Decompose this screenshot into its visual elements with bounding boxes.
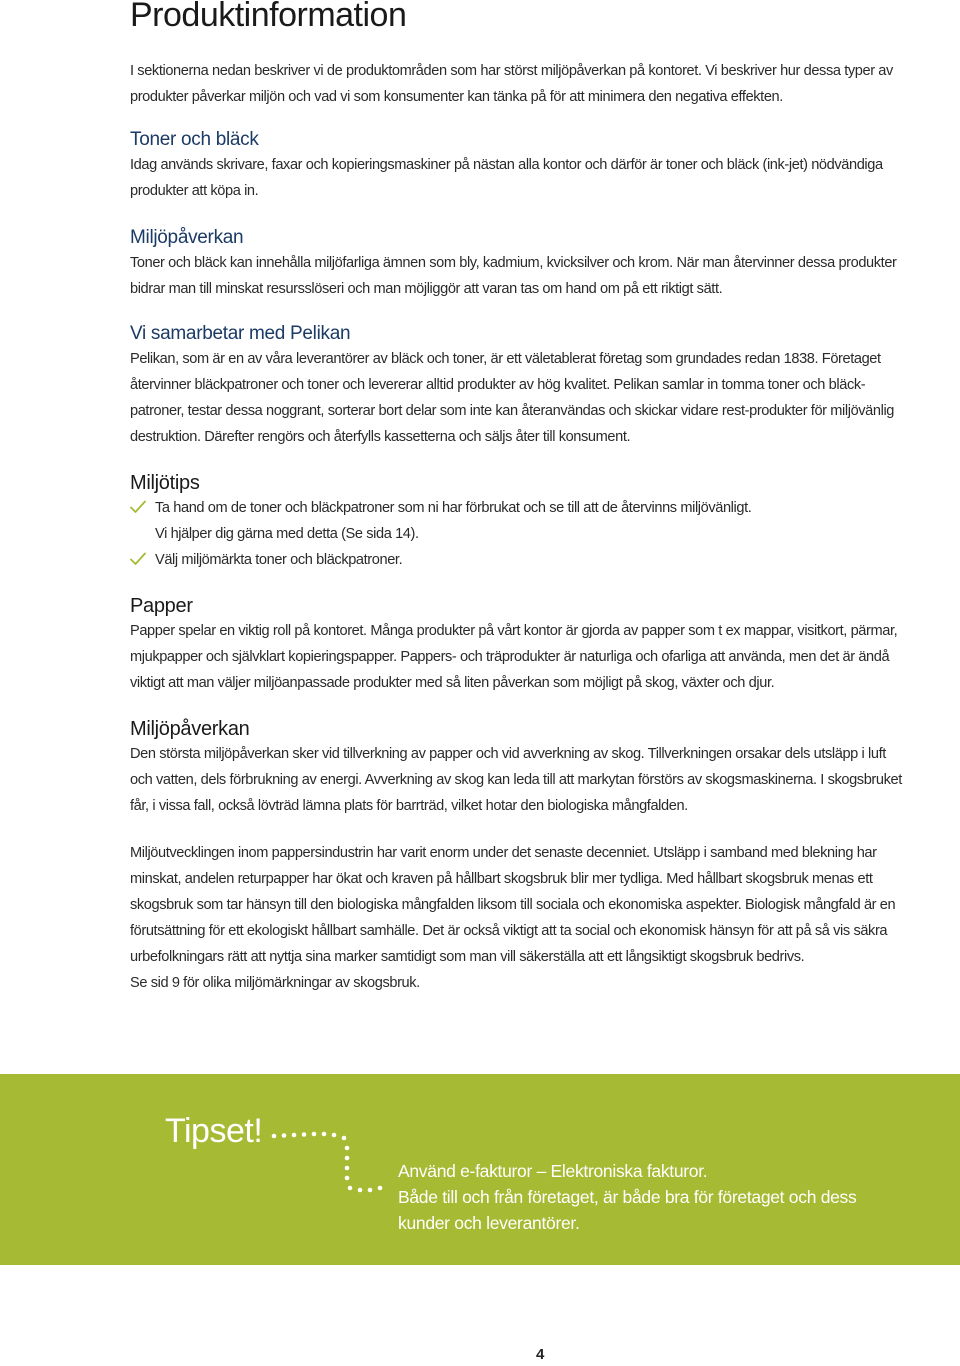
tip-item [130, 495, 950, 521]
intro-line: I sektionerna nedan beskriver vi de produktområden som har störst miljöpåverkan på kontoret. Vi beskriver hur dessa typer av [130, 63, 893, 79]
tip-item [130, 547, 950, 573]
paper-development-line: förutsättning för ett ekologiskt hållbart samhälle. Det är också viktigt att ta social och ekonomisk hänsyn för att på så vis säkra [130, 923, 888, 939]
paper-impact-heading: Miljöpåverkan [130, 718, 250, 740]
tip-text-continued: Vi hjälper dig gärna med detta (Se sida 14). [155, 526, 419, 542]
paper-impact-line: Den största miljöpåverkan sker vid tillverkning av papper och vid avverkning av skog. Tillverkningen orsakar dels utsläpp i luft [130, 746, 886, 762]
tip-text: Välj miljömärkta toner och bläckpatroner. [155, 552, 403, 568]
toner-heading: Toner och bläck [130, 129, 259, 150]
intro-section [130, 58, 950, 110]
page-number: 4 [536, 1346, 545, 1363]
toner-impact-line: bidrar man till minskat resursslöseri och man möjliggör att varan tas om hand om på ett riktigt sätt. [130, 281, 723, 297]
tips-heading: Miljötips [130, 472, 200, 494]
paper-line: viktigt att man väljer miljöanpassade produkter med så liten påverkan som möjligt på skog, växter och djur. [130, 675, 775, 691]
intro-line: produkter påverkar miljön och vad vi som konsumenter kan tänka på för att minimera den negativa effekten. [130, 89, 783, 105]
tipset-text [398, 1158, 938, 1236]
tipset-line: Använd e-fakturor – Elektroniska fakturor. [398, 1161, 708, 1181]
pelikan-line: patroner, testar dessa noggrant, sorterar bort delar som inte kan återanvändas och skickar vidare rest-produkter för miljövänlig [130, 403, 895, 419]
paper-development-line: minskat, andelen returpapper har ökat och kraven på hållbart skogsbruk blir mer tydliga. Med hållbart skogsbruk menas ett [130, 871, 873, 887]
toner-section [130, 128, 950, 204]
paper-development-line: Se sid 9 för olika miljömärkningar av skogsbruk. [130, 975, 420, 991]
toner-impact-section [130, 226, 950, 302]
checkmark-icon [130, 500, 146, 514]
toner-line: produkter att köpa in. [130, 183, 259, 199]
pelikan-line: återvinner bläckpatroner och toner och levererar alltid produkter av hög kvalitet. Pelikan samlar in tomma toner och bläck- [130, 377, 866, 393]
toner-line: Idag används skrivare, faxar och kopieringsmaskiner på nästan alla kontor och därför är toner och bläck (ink-jet) nödvändiga [130, 157, 883, 173]
paper-development-line: Miljöutvecklingen inom pappersindustrin har varit enorm under det senaste decenniet. Utsläpp i samband med blekning har [130, 845, 877, 861]
pelikan-heading: Vi samarbetar med Pelikan [130, 323, 351, 344]
toner-impact-heading: Miljöpåverkan [130, 227, 244, 248]
paper-line: mjukpapper och självklart kopieringspapper. Pappers- och träprodukter är naturliga och ofarliga att använda, men det är ändå [130, 649, 890, 665]
dotted-connector-icon [268, 1126, 388, 1206]
checkmark-icon [130, 552, 146, 566]
paper-line: Papper spelar en viktig roll på kontoret. Många produkter på vårt kontor är gjorda av papper som t ex mappar, visitkort, pärmar, [130, 623, 898, 639]
paper-section [130, 594, 950, 696]
tipset-title: Tipset! [165, 1112, 263, 1150]
toner-impact-line: Toner och bläck kan innehålla miljöfarliga ämnen som bly, kadmium, kvicksilver och krom. När man återvinner dessa produkter [130, 255, 897, 271]
page-title: Produktinformation [130, 0, 407, 34]
tip-text: Ta hand om de toner och bläckpatroner som ni har förbrukat och se till att de återvinns miljövänligt. [155, 500, 752, 516]
paper-development-section [130, 840, 950, 996]
tipset-line: Både till och från företaget, är både bra för företaget och dess [398, 1187, 857, 1207]
pelikan-section [130, 322, 950, 450]
tips-section [130, 471, 950, 573]
tipset-banner [0, 1074, 960, 1265]
paper-development-line: skogsbruk som tar hänsyn till den biologiska mångfalden liksom till sociala och ekonomiska aspekter. Biologisk mångfald är en [130, 897, 896, 913]
tipset-line: kunder och leverantörer. [398, 1213, 580, 1233]
pelikan-line: Pelikan, som är en av våra leverantörer av bläck och toner, är ett väletablerat företag som grundades redan 1838. Företaget [130, 351, 881, 367]
paper-development-line: urbefolkningars rätt att nyttja sina marker samtidigt som man vill säkerställa att ett långsiktigt skogsbruk bedrivs. [130, 949, 805, 965]
paper-impact-section [130, 717, 950, 819]
paper-heading: Papper [130, 595, 193, 617]
paper-impact-line: och vatten, dels förbrukning av energi. Avverkning av skog kan leda till att markytan förstörs av skogsmaskinerna. I skogsbruket [130, 772, 902, 788]
pelikan-line: destruktion. Därefter rengörs och återfylls kassetterna och säljs åter till konsument. [130, 429, 631, 445]
paper-impact-line: får, i vissa fall, också lövträd lämna plats för barrträd, vilket hotar den biologiska mångfalden. [130, 798, 688, 814]
